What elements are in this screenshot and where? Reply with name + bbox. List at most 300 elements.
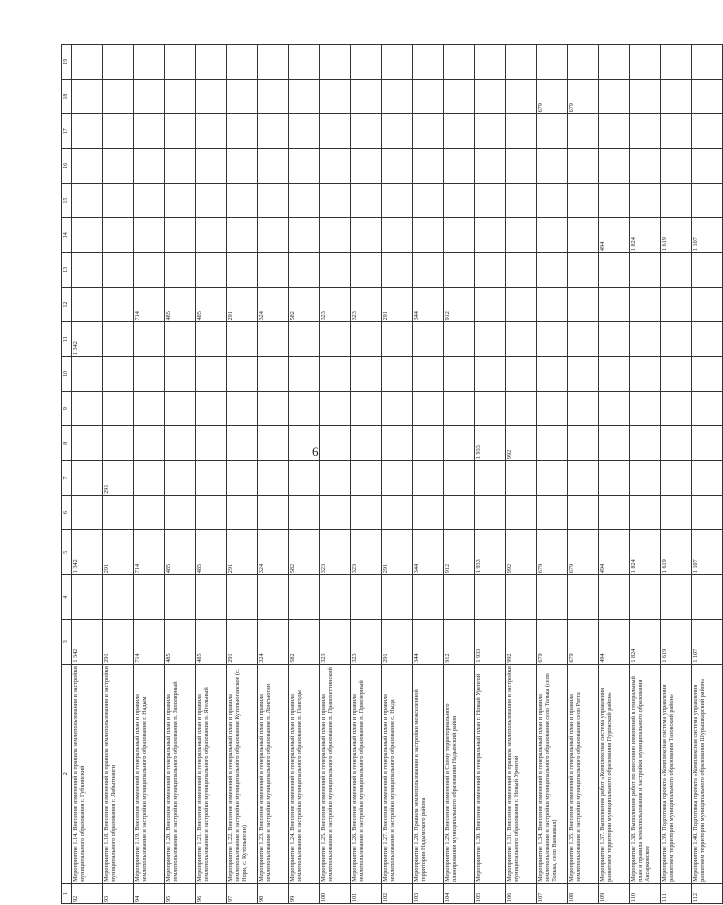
table-row [630,45,661,904]
value-cell [134,45,165,80]
value-cell [630,149,661,184]
value-cell [103,114,134,149]
table-row [227,45,258,904]
value-cell [196,322,227,357]
header-cell: 16 [62,149,72,184]
event-description: Мероприятие 1.37. Выполнение работ «Комплексная система управления развитием территории муниципального образования Пуровский район» [599,664,630,883]
value-cell [351,45,382,80]
value-cell [72,79,103,114]
value-cell: 323 [320,287,351,322]
value-cell [351,218,382,253]
table-row [165,45,196,904]
event-description: Мероприятие 1.28. Правила землепользования и застройки межселенной территории Надымского района [413,664,444,883]
value-cell [227,79,258,114]
value-cell [134,391,165,426]
table-row [444,45,475,904]
value-cell [537,426,568,461]
value-cell: 679 [568,79,599,114]
row-number: 92 [72,883,103,903]
value-cell [134,183,165,218]
value-cell: 992 [506,426,537,461]
value-cell [568,45,599,80]
budget-table [61,44,723,904]
value-cell [599,183,630,218]
value-cell: 324 [258,287,289,322]
value-cell [320,79,351,114]
value-cell [320,391,351,426]
value-cell [475,114,506,149]
value-cell: 291 [382,619,413,664]
value-cell [506,183,537,218]
value-cell [227,253,258,288]
value-cell [382,495,413,530]
event-description: Мероприятие 1.24. Внесение изменений в генеральный план и правила землепользования и застройки муниципального образования п. Пангоды [289,664,320,883]
value-cell [103,218,134,253]
event-description: Мероприятие 1.35. Внесение изменений в генеральный план и правила землепользования и застройки муниципального образования село Ратта [568,664,599,883]
value-cell [692,79,723,114]
value-cell [413,426,444,461]
value-cell [72,149,103,184]
value-cell [72,495,103,530]
value-cell [444,391,475,426]
value-cell [506,45,537,80]
value-cell [506,287,537,322]
value-cell [413,575,444,620]
value-cell [103,253,134,288]
value-cell [134,495,165,530]
value-cell: 485 [196,287,227,322]
table-row [320,45,351,904]
value-cell: 291 [103,461,134,496]
value-cell [630,79,661,114]
header-cell: 10 [62,357,72,392]
value-cell [568,114,599,149]
value-cell: 291 [103,619,134,664]
event-description: Мероприятие 1.21. Внесение изменений в генеральный план и правила землепользования и застройки муниципального образования п. Ягельный [196,664,227,883]
header-cell: 4 [62,575,72,620]
table-row [537,45,568,904]
value-cell: 1 824 [630,218,661,253]
value-cell: 582 [289,287,320,322]
value-cell [103,79,134,114]
event-description: Мероприятие 1.25. Внесение изменений в генеральный план и правила землепользования и застройки муниципального образования п. Правохеттинский [320,664,351,883]
value-cell [661,79,692,114]
value-cell: 485 [165,530,196,575]
value-cell [72,183,103,218]
value-cell [413,461,444,496]
value-cell [165,253,196,288]
header-cell: 17 [62,114,72,149]
value-cell [196,45,227,80]
table-row [599,45,630,904]
value-cell [72,357,103,392]
value-cell [537,357,568,392]
row-number: 108 [568,883,599,903]
header-cell: 6 [62,495,72,530]
value-cell [289,253,320,288]
table-row [289,45,320,904]
value-cell [444,45,475,80]
value-cell: 1 107 [692,218,723,253]
value-cell [475,79,506,114]
value-cell [599,426,630,461]
value-cell [537,45,568,80]
value-cell: 679 [568,619,599,664]
value-cell: 485 [196,530,227,575]
row-number: 103 [413,883,444,903]
value-cell [320,149,351,184]
value-cell [196,114,227,149]
value-cell: 679 [537,79,568,114]
value-cell: 912 [444,619,475,664]
event-description: Мероприятие 1.38. Выполнение работ по внесению изменений в генеральный план и правила землепользования и застройки муниципального образования Аксарковское [630,664,661,883]
value-cell: 323 [351,530,382,575]
value-cell [475,253,506,288]
value-cell [661,426,692,461]
value-cell [444,575,475,620]
row-number: 106 [506,883,537,903]
value-cell: 344 [413,619,444,664]
value-cell [196,183,227,218]
value-cell [165,114,196,149]
value-cell: 494 [599,218,630,253]
value-cell: 1 342 [72,530,103,575]
value-cell [320,357,351,392]
value-cell [413,114,444,149]
table-row [661,45,692,904]
value-cell [475,461,506,496]
value-cell [258,426,289,461]
value-cell [289,391,320,426]
table-row [103,45,134,904]
value-cell [568,322,599,357]
value-cell [103,45,134,80]
value-cell [258,391,289,426]
value-cell [196,79,227,114]
value-cell [134,79,165,114]
header-cell: 13 [62,253,72,288]
event-description: Мероприятие 1.40. Подготовка проекта «Комплексная система управления развитием территории муниципального образования Шурышкарский район» [692,664,723,883]
value-cell [506,575,537,620]
value-cell: 485 [196,619,227,664]
row-number: 98 [258,883,289,903]
value-cell: 344 [413,530,444,575]
row-number: 105 [475,883,506,903]
value-cell [320,218,351,253]
value-cell [537,461,568,496]
header-cell: 9 [62,391,72,426]
value-cell [475,45,506,80]
value-cell [320,461,351,496]
value-cell [630,357,661,392]
value-cell: 323 [351,619,382,664]
table-row [351,45,382,904]
value-cell [475,149,506,184]
header-cell: 2 [62,664,72,883]
value-cell [692,149,723,184]
value-cell [537,322,568,357]
value-cell [258,149,289,184]
value-cell: 1 824 [630,619,661,664]
value-cell [630,575,661,620]
value-cell [134,461,165,496]
table-row [413,45,444,904]
value-cell [351,253,382,288]
value-cell [289,45,320,80]
value-cell [227,149,258,184]
value-cell [196,357,227,392]
value-cell [630,461,661,496]
value-cell [134,253,165,288]
value-cell [134,149,165,184]
rotated-table-container [61,58,706,904]
value-cell [227,426,258,461]
value-cell: 582 [289,619,320,664]
value-cell [165,183,196,218]
value-cell [444,253,475,288]
value-cell [661,391,692,426]
value-cell [227,183,258,218]
value-cell [475,322,506,357]
value-cell: 679 [537,530,568,575]
value-cell [165,426,196,461]
value-cell [258,461,289,496]
row-number: 100 [320,883,351,903]
value-cell [72,218,103,253]
value-cell [382,357,413,392]
value-cell [692,495,723,530]
value-cell [475,287,506,322]
value-cell [320,322,351,357]
event-description: Мероприятие 1.23. Внесение изменений в генеральный план и правила землепользования и застройки муниципального образования п. Лонгъюган [258,664,289,883]
value-cell [196,495,227,530]
value-cell [165,149,196,184]
value-cell [351,426,382,461]
value-cell [630,45,661,80]
value-cell: 323 [351,287,382,322]
row-number: 96 [196,883,227,903]
value-cell [258,357,289,392]
row-number: 112 [692,883,723,903]
value-cell [320,426,351,461]
value-cell [103,183,134,218]
value-cell [692,287,723,322]
value-cell [599,79,630,114]
value-cell [599,149,630,184]
event-description: Мероприятие 1.26. Внесение изменений в генеральный план и правила землепользования и застройки муниципального образования п. Приозерный [351,664,382,883]
row-number: 93 [103,883,134,903]
value-cell [351,495,382,530]
value-cell [444,114,475,149]
value-cell [134,575,165,620]
value-cell [599,322,630,357]
value-cell [568,461,599,496]
value-cell [599,357,630,392]
value-cell [72,287,103,322]
event-description: Мероприятие 1.20. Внесение изменений в генеральный план и правила землепользования и застройки муниципального образования п. Заполярный [165,664,196,883]
value-cell [320,114,351,149]
value-cell [630,391,661,426]
value-cell [258,322,289,357]
value-cell [382,253,413,288]
table-row [134,45,165,904]
value-cell [506,357,537,392]
value-cell: 1 107 [692,619,723,664]
value-cell [103,322,134,357]
value-cell: 714 [134,619,165,664]
value-cell [630,114,661,149]
table-row [382,45,413,904]
row-number: 110 [630,883,661,903]
value-cell [258,253,289,288]
value-cell [72,253,103,288]
value-cell [72,575,103,620]
value-cell [72,391,103,426]
value-cell: 291 [382,287,413,322]
value-cell [537,149,568,184]
value-cell [382,149,413,184]
value-cell [692,45,723,80]
value-cell [320,575,351,620]
value-cell: 912 [444,530,475,575]
value-cell [382,426,413,461]
header-cell: 14 [62,218,72,253]
value-cell [692,322,723,357]
value-cell [661,495,692,530]
table-row [568,45,599,904]
value-cell [413,79,444,114]
value-cell [475,575,506,620]
value-cell [599,45,630,80]
table-row [475,45,506,904]
value-cell [506,322,537,357]
header-cell: 18 [62,79,72,114]
value-cell [661,253,692,288]
value-cell: 323 [320,530,351,575]
row-number: 95 [165,883,196,903]
event-description: Мероприятие 1.14. Внесение изменений в правила землепользования и застройки муниципального образования г. Губкинский [72,664,103,883]
value-cell [537,218,568,253]
row-number: 94 [134,883,165,903]
value-cell [196,575,227,620]
row-number: 107 [537,883,568,903]
value-cell [568,391,599,426]
value-cell [320,495,351,530]
event-description: Мероприятие 1.29. Внесение изменений в Схему территориального планирования муниципального образования Надымский район [444,664,475,883]
page-number: 6 [312,444,319,459]
value-cell [351,357,382,392]
value-cell: 1 107 [692,530,723,575]
value-cell [103,357,134,392]
value-cell [537,287,568,322]
value-cell [661,461,692,496]
value-cell [289,114,320,149]
value-cell [568,149,599,184]
header-cell: 5 [62,530,72,575]
value-cell [289,149,320,184]
value-cell: 1 824 [630,530,661,575]
value-cell [630,322,661,357]
value-cell [692,461,723,496]
row-number: 102 [382,883,413,903]
value-cell [258,495,289,530]
value-cell [196,149,227,184]
value-cell [413,391,444,426]
value-cell: 1 619 [661,619,692,664]
value-cell [537,253,568,288]
value-cell [506,495,537,530]
value-cell: 291 [227,530,258,575]
event-description: Мероприятие 1.31. Внесение изменений в правила землепользования и застройки муниципального образования г. Новый Уренгой [506,664,537,883]
value-cell: 1 933 [475,426,506,461]
table-row [692,45,723,904]
value-cell [134,357,165,392]
value-cell [320,45,351,80]
value-cell [475,218,506,253]
table-row [506,45,537,904]
value-cell [630,253,661,288]
value-cell [537,391,568,426]
table-row [258,45,289,904]
value-cell [413,218,444,253]
value-cell [692,391,723,426]
value-cell [227,45,258,80]
value-cell [289,322,320,357]
event-description: Мероприятие 1.30. Внесение изменений в генеральный план г. Новый Уренгой [475,664,506,883]
value-cell [258,45,289,80]
value-cell [661,322,692,357]
row-number: 109 [599,883,630,903]
value-cell [692,114,723,149]
value-cell [165,45,196,80]
value-cell [692,575,723,620]
value-cell: 344 [413,287,444,322]
value-cell [692,357,723,392]
value-cell [165,322,196,357]
value-cell [289,357,320,392]
value-cell [630,495,661,530]
value-cell: 679 [537,619,568,664]
value-cell [382,461,413,496]
value-cell [413,253,444,288]
value-cell [196,391,227,426]
value-cell [568,287,599,322]
value-cell [599,114,630,149]
value-cell [382,391,413,426]
value-cell [258,183,289,218]
value-cell [506,149,537,184]
value-cell [165,357,196,392]
value-cell [258,218,289,253]
value-cell [537,183,568,218]
value-cell [568,426,599,461]
value-cell [227,461,258,496]
value-cell [227,322,258,357]
value-cell: 582 [289,530,320,575]
value-cell [165,495,196,530]
value-cell [196,461,227,496]
value-cell: 324 [258,530,289,575]
value-cell [134,426,165,461]
value-cell [599,495,630,530]
header-cell: 1 [62,883,72,903]
value-cell: 1 342 [72,322,103,357]
event-description: Мероприятие 1.19. Внесение изменений в генеральный план и правила землепользования и застройки муниципального образования г. Надым [134,664,165,883]
row-number: 99 [289,883,320,903]
value-cell [537,495,568,530]
value-cell [289,575,320,620]
value-cell: 679 [568,530,599,575]
